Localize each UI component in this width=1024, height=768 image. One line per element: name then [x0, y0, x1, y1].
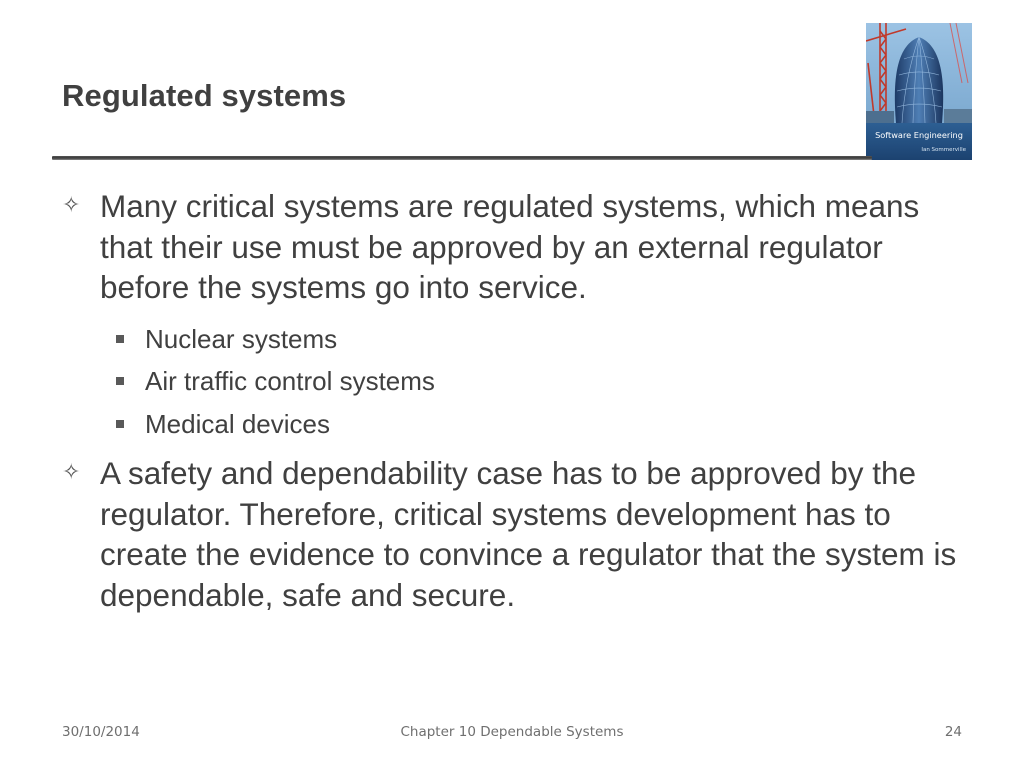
slide-body	[60, 186, 960, 615]
square-bullet-icon	[116, 335, 124, 343]
sub-bullet-item	[60, 318, 960, 361]
sub-bullet-list	[60, 318, 960, 446]
bullet-text: A safety and dependability case has to be approved by the regulator. Therefore, critical systems development has to create the evidence to convince a regulator that the system is dependable, safe and secure.	[100, 455, 957, 613]
sub-bullet-text: Air traffic control systems	[145, 366, 435, 396]
bullet-safety-case	[60, 453, 960, 615]
star-bullet-icon: ✧	[62, 193, 81, 218]
book-cover-title: Software Engineering	[875, 130, 963, 140]
bullet-text: Many critical systems are regulated systems, which means that their use must be approved by an external regulator before the systems go into service.	[100, 188, 920, 305]
sub-bullet-item	[60, 360, 960, 403]
footer-chapter: Chapter 10 Dependable Systems	[400, 724, 624, 740]
square-bullet-icon	[116, 377, 124, 385]
footer-date: 30/10/2014	[62, 724, 140, 740]
title-divider	[52, 156, 872, 160]
sub-bullet-item	[60, 403, 960, 446]
sub-bullet-text: Medical devices	[145, 408, 330, 439]
star-bullet-icon: ✧	[62, 460, 81, 485]
sub-bullet-text: Nuclear systems	[145, 323, 338, 354]
footer-page-number: 24	[944, 724, 962, 740]
bullet-regulated-systems	[60, 186, 960, 308]
book-cover-author: Ian Sommerville	[921, 147, 966, 153]
book-cover-image	[866, 23, 972, 160]
square-bullet-icon	[116, 420, 124, 428]
slide-title: Regulated systems	[62, 78, 347, 113]
